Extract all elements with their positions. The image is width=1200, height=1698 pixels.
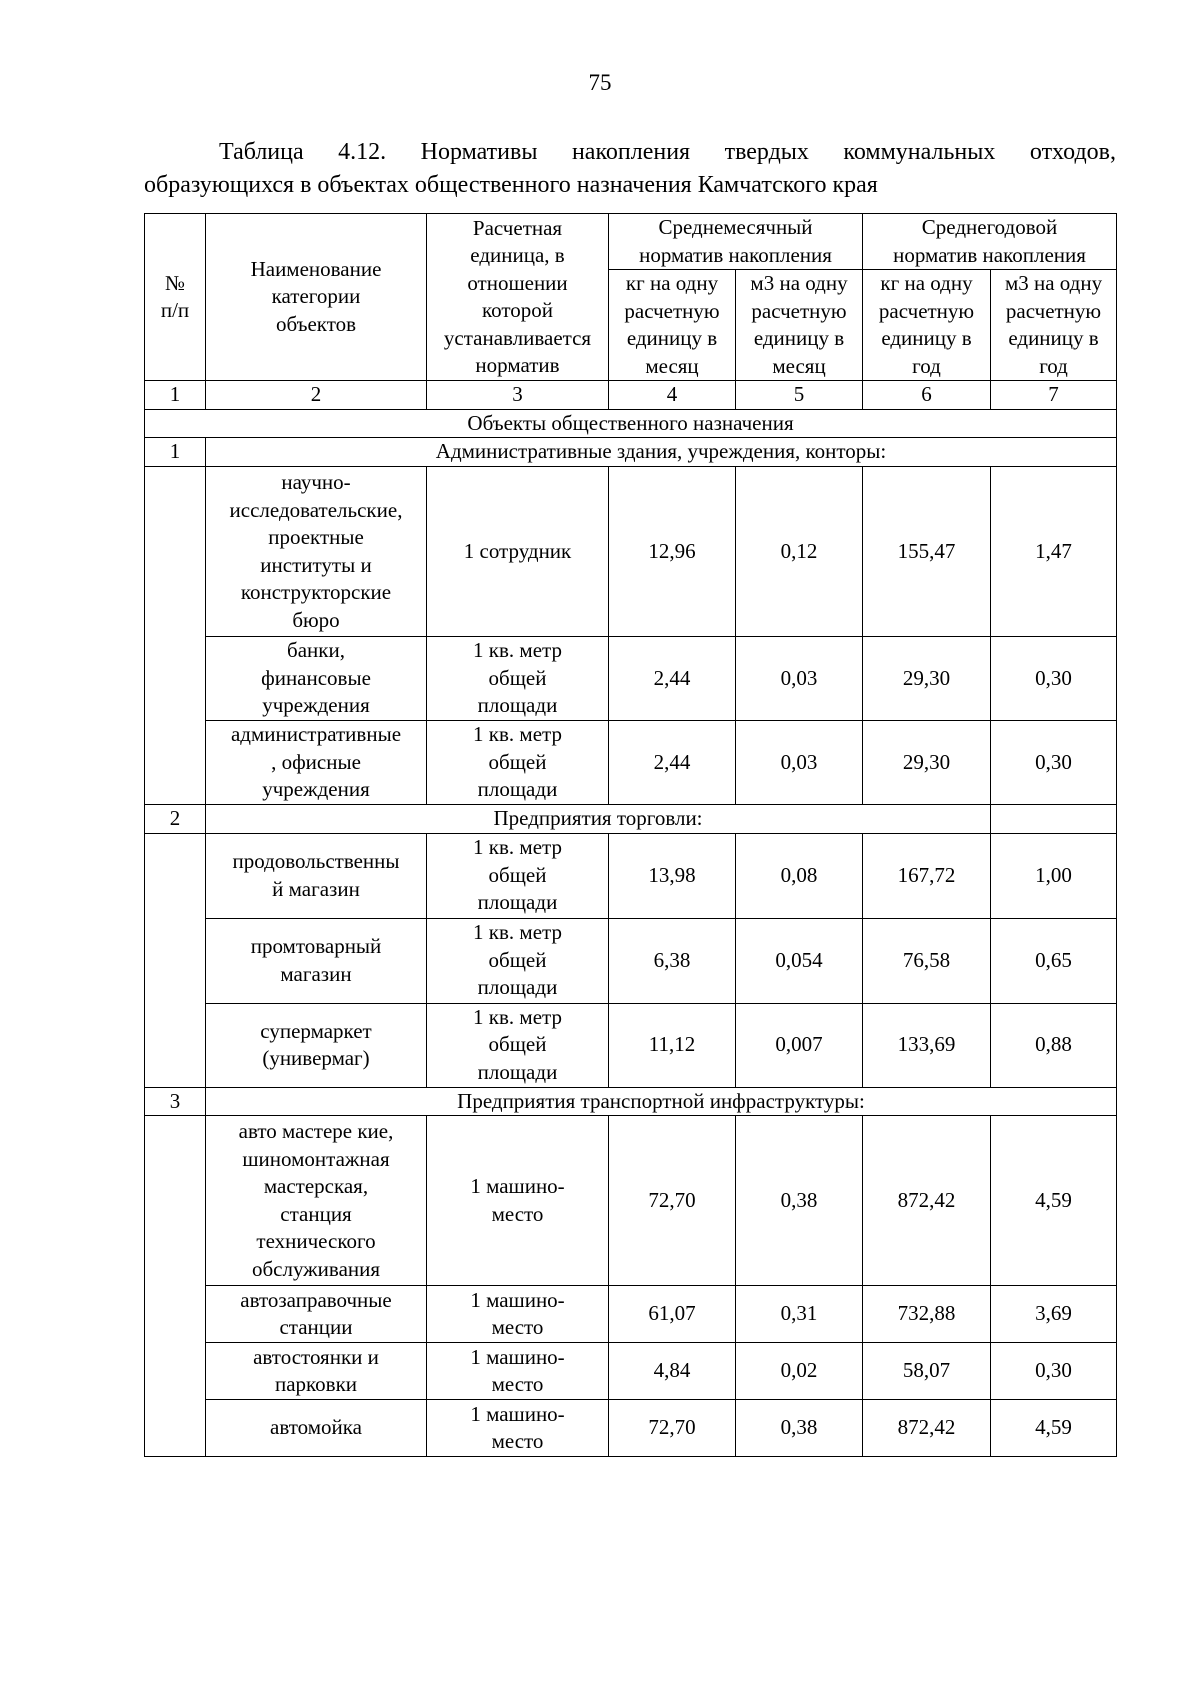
data-row (145, 1003, 1117, 1087)
category-name-line: проектные (268, 525, 364, 549)
m3-per-month: 0,03 (736, 637, 863, 721)
category-name (206, 467, 427, 637)
m3-per-month: 0,08 (736, 833, 863, 918)
group-title: Административные здания, учреждения, конторы: (206, 438, 1117, 467)
category-name-line: финансовые (261, 665, 371, 690)
data-row (145, 637, 1117, 721)
header-line: № (164, 270, 186, 295)
calc-unit-line: 1 сотрудник (463, 538, 572, 563)
calc-unit-line: площади (477, 777, 558, 802)
header-line: норматив (475, 353, 560, 377)
kg-per-month: 2,44 (609, 721, 736, 805)
calc-unit (427, 467, 609, 637)
m3-per-month: 0,054 (736, 918, 863, 1003)
header-line: отношении (467, 270, 568, 295)
group-number: 3 (145, 1087, 206, 1116)
kg-per-year: 29,30 (863, 721, 991, 805)
m3-per-year: 4,59 (991, 1400, 1117, 1457)
data-row (145, 1343, 1117, 1400)
category-name-line: станции (279, 1315, 353, 1339)
header-unit (427, 214, 609, 381)
calc-unit-line: место (491, 1429, 544, 1453)
m3-per-year: 0,30 (991, 721, 1117, 805)
m3-per-month: 0,31 (736, 1286, 863, 1343)
header-num (145, 214, 206, 381)
data-row (145, 1400, 1117, 1457)
calc-unit-line: 1 машино- (470, 1344, 565, 1369)
category-name-line: административные (230, 722, 402, 747)
kg-per-month: 11,12 (609, 1003, 736, 1087)
kg-per-month: 61,07 (609, 1286, 736, 1343)
calc-unit-line: 1 машино- (470, 1287, 565, 1312)
kg-per-year: 155,47 (863, 467, 991, 637)
category-name-line: шиномонтажная (242, 1146, 390, 1171)
calc-unit-line: место (491, 1201, 544, 1226)
data-row (145, 918, 1117, 1003)
category-name-line: автомойка (270, 1415, 362, 1440)
m3-per-year: 0,88 (991, 1003, 1117, 1087)
category-name (206, 833, 427, 918)
column-number: 5 (736, 381, 863, 410)
calc-unit (427, 637, 609, 721)
calc-unit-line: 1 кв. метр (473, 638, 562, 663)
caption-line-1: Таблица 4.12. Нормативы накопления твердых коммунальных отходов, (219, 139, 1116, 165)
category-name-line: мастерская, (263, 1174, 369, 1198)
header-col6 (863, 270, 991, 381)
category-name-line: банки, (287, 638, 345, 663)
column-number: 2 (206, 381, 427, 410)
m3-per-year: 0,30 (991, 1343, 1117, 1400)
header-line: категории (271, 284, 361, 309)
group-number: 1 (145, 438, 206, 467)
calc-unit (427, 1400, 609, 1457)
calc-unit-line: общей (488, 665, 547, 690)
category-name-line: продовольственны (232, 849, 400, 873)
m3-per-month: 0,03 (736, 721, 863, 805)
data-row (145, 1286, 1117, 1343)
group-title: Предприятия транспортной инфраструктуры: (206, 1087, 1117, 1116)
calc-unit-line: 1 машино- (470, 1401, 565, 1426)
calc-unit (427, 833, 609, 918)
header-line: расчетную (878, 298, 975, 323)
header-yearly-group (863, 214, 1117, 270)
header-line: Расчетная (472, 215, 563, 240)
calc-unit-line: место (491, 1315, 544, 1339)
kg-per-year: 167,72 (863, 833, 991, 918)
header-line: Среднегодовой (921, 215, 1058, 239)
category-name-line: й магазин (272, 876, 360, 901)
kg-per-year: 58,07 (863, 1343, 991, 1400)
section-row (145, 409, 1117, 438)
m3-per-month: 0,12 (736, 467, 863, 637)
calc-unit-line: 1 машино- (470, 1174, 565, 1198)
header-col7 (991, 270, 1117, 381)
category-name-line: авто мастере кие, (238, 1119, 394, 1143)
kg-per-year: 872,42 (863, 1400, 991, 1457)
empty-num-cell (145, 467, 206, 805)
m3-per-year: 1,47 (991, 467, 1117, 637)
page-number: 75 (588, 70, 612, 95)
kg-per-month: 4,84 (609, 1343, 736, 1400)
m3-per-month: 0,02 (736, 1343, 863, 1400)
header-line: расчетную (624, 298, 720, 323)
category-name-line: технического (256, 1229, 376, 1253)
header-line: объектов (275, 311, 357, 336)
column-number-row (145, 381, 1117, 410)
category-name (206, 1003, 427, 1087)
calc-unit-line: площади (477, 975, 558, 1000)
calc-unit-line: 1 кв. метр (473, 1004, 562, 1029)
calc-unit-line: площади (477, 693, 558, 718)
data-row (145, 467, 1117, 637)
header-line: которой (482, 298, 553, 322)
calc-unit (427, 1003, 609, 1087)
empty-num-cell (145, 833, 206, 1087)
calc-unit-line: 1 кв. метр (473, 920, 562, 945)
calc-unit-line: общей (488, 749, 547, 774)
m3-per-month: 0,38 (736, 1116, 863, 1286)
category-name (206, 637, 427, 721)
category-name-line: обслуживания (251, 1256, 381, 1281)
kg-per-year: 872,42 (863, 1116, 991, 1286)
category-name-line: автостоянки и (253, 1344, 379, 1369)
group-title-row (145, 438, 1117, 467)
category-name-line: конструкторские (240, 580, 392, 604)
header-line: единицу в (881, 326, 972, 350)
calc-unit-line: 1 кв. метр (473, 835, 562, 860)
category-name (206, 1116, 427, 1286)
calc-unit-line: общей (488, 862, 547, 887)
caption-line-2: образующихся в объектах общественного назначения Камчатского края (144, 172, 878, 198)
group-title-row (145, 1087, 1117, 1116)
category-name-line: учреждения (262, 693, 370, 718)
header-name (206, 214, 427, 381)
calc-unit-line: площади (477, 890, 558, 915)
header-line: год (1039, 353, 1068, 378)
category-name (206, 1343, 427, 1400)
data-row (145, 721, 1117, 805)
header-line: единицу в (626, 326, 718, 350)
category-name-line: научно- (281, 470, 351, 494)
category-name-line: супермаркет (260, 1018, 372, 1043)
header-line: м3 на одну (750, 271, 848, 295)
calc-unit (427, 1343, 609, 1400)
data-row (145, 1116, 1117, 1286)
data-row (145, 833, 1117, 918)
category-name-line: промтоварный (250, 934, 382, 958)
header-line: м3 на одну (1004, 271, 1103, 295)
category-name-line: автозаправочные (240, 1287, 392, 1312)
column-number: 1 (145, 381, 206, 410)
column-number: 4 (609, 381, 736, 410)
header-line: Наименование (250, 256, 382, 281)
category-name (206, 1400, 427, 1457)
kg-per-year: 133,69 (863, 1003, 991, 1087)
m3-per-month: 0,38 (736, 1400, 863, 1457)
category-name (206, 918, 427, 1003)
header-line: единицу в (1008, 326, 1099, 350)
calc-unit (427, 918, 609, 1003)
group-title-row (145, 805, 1117, 834)
calc-unit (427, 1116, 609, 1286)
header-line: месяц (772, 353, 826, 378)
m3-per-year: 4,59 (991, 1116, 1117, 1286)
category-name-line: , офисные (271, 749, 361, 774)
kg-per-month: 13,98 (609, 833, 736, 918)
header-line: Среднемесячный (658, 215, 813, 239)
category-name-line: станция (280, 1201, 352, 1226)
group-number: 2 (145, 805, 206, 834)
calc-unit (427, 1286, 609, 1343)
category-name (206, 721, 427, 805)
calc-unit-line: общей (488, 1032, 547, 1057)
kg-per-year: 29,30 (863, 637, 991, 721)
category-name-line: парковки (274, 1372, 358, 1396)
category-name-line: (универмаг) (262, 1046, 370, 1070)
kg-per-month: 72,70 (609, 1116, 736, 1286)
group-title: Предприятия торговли: (206, 805, 991, 834)
column-number: 6 (863, 381, 991, 410)
header-line: единицу в (753, 326, 845, 350)
kg-per-month: 6,38 (609, 918, 736, 1003)
header-line: расчетную (751, 298, 847, 323)
m3-per-year: 1,00 (991, 833, 1117, 918)
calc-unit-line: 1 кв. метр (473, 722, 562, 747)
category-name-line: магазин (280, 961, 352, 986)
kg-per-year: 732,88 (863, 1286, 991, 1343)
section-title: Объекты общественного назначения (145, 409, 1117, 438)
empty-cell (991, 805, 1117, 834)
header-line: единица, в (470, 243, 565, 267)
header-line: устанавливается (443, 325, 592, 350)
header-line: норматив накопления (639, 242, 832, 267)
category-name-line: институты и (260, 552, 372, 577)
m3-per-year: 3,69 (991, 1286, 1117, 1343)
calc-unit-line: общей (488, 947, 547, 972)
header-line: месяц (645, 353, 699, 378)
calc-unit-line: площади (477, 1059, 558, 1084)
header-line: расчетную (1005, 298, 1102, 323)
column-number: 7 (991, 381, 1117, 410)
header-line: год (912, 353, 941, 378)
kg-per-month: 72,70 (609, 1400, 736, 1457)
column-number: 3 (427, 381, 609, 410)
header-line: п/п (160, 298, 190, 322)
header-line: кг на одну (625, 271, 719, 295)
waste-norms-table (144, 213, 1117, 1457)
header-line: кг на одну (880, 271, 973, 295)
category-name-line: исследовательские, (229, 497, 403, 522)
m3-per-year: 0,30 (991, 637, 1117, 721)
kg-per-month: 12,96 (609, 467, 736, 637)
kg-per-month: 2,44 (609, 637, 736, 721)
calc-unit-line: место (491, 1372, 544, 1396)
header-line: норматив накопления (893, 242, 1086, 267)
kg-per-year: 76,58 (863, 918, 991, 1003)
header-row (145, 214, 1117, 270)
table-caption (144, 136, 1116, 202)
category-name-line: учреждения (262, 777, 370, 802)
m3-per-year: 0,65 (991, 918, 1117, 1003)
category-name (206, 1286, 427, 1343)
m3-per-month: 0,007 (736, 1003, 863, 1087)
header-monthly-group (609, 214, 863, 270)
empty-num-cell (145, 1116, 206, 1457)
category-name-line: бюро (292, 607, 340, 632)
calc-unit (427, 721, 609, 805)
header-col4 (609, 270, 736, 381)
header-col5 (736, 270, 863, 381)
